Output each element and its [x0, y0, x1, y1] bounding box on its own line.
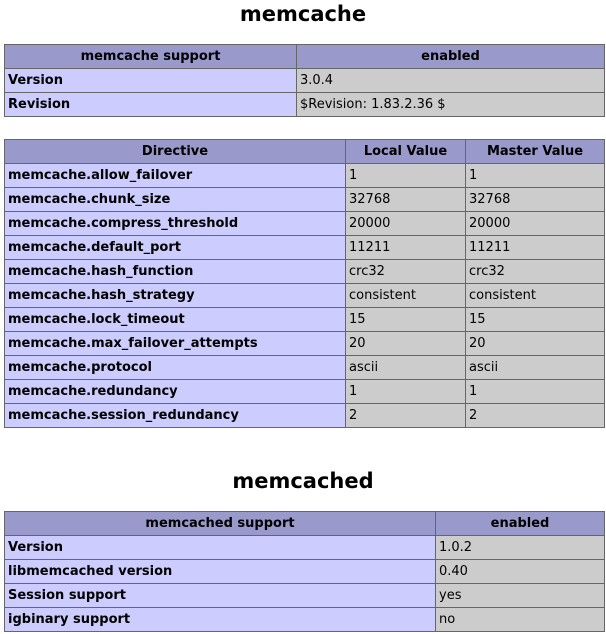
memcache-support-table	[4, 44, 605, 117]
table-row	[5, 536, 605, 560]
row-value: 1.0.2	[436, 536, 605, 560]
row-value: 32768	[466, 188, 605, 212]
row-key: Version	[5, 536, 436, 560]
section-title-memcache: memcache	[239, 2, 367, 26]
table-row	[5, 236, 605, 260]
table-row	[5, 560, 605, 584]
table-row	[5, 93, 605, 117]
row-value: crc32	[466, 260, 605, 284]
table-row	[5, 584, 605, 608]
table-header-row	[5, 140, 605, 164]
table-row	[5, 404, 605, 428]
table-row	[5, 284, 605, 308]
row-key: memcache.lock_timeout	[5, 308, 346, 332]
row-value: crc32	[346, 260, 466, 284]
row-key: memcache.session_redundancy	[5, 404, 346, 428]
row-value: 0.40	[436, 560, 605, 584]
row-key: memcache.allow_failover	[5, 164, 346, 188]
row-key: memcache.max_failover_attempts	[5, 332, 346, 356]
row-key: memcache.default_port	[5, 236, 346, 260]
column-header: memcached support	[5, 512, 436, 536]
row-key: libmemcached version	[5, 560, 436, 584]
row-value: 15	[346, 308, 466, 332]
row-value: 1	[466, 380, 605, 404]
table-row	[5, 164, 605, 188]
row-key: Session support	[5, 584, 436, 608]
column-header: memcache support	[5, 45, 297, 69]
row-value: 20	[466, 332, 605, 356]
row-value: 11211	[346, 236, 466, 260]
row-value: yes	[436, 584, 605, 608]
row-key: Version	[5, 69, 297, 93]
memcached-support-table	[4, 511, 605, 632]
row-value: ascii	[346, 356, 466, 380]
row-value: 20000	[346, 212, 466, 236]
row-value: $Revision: 1.83.2.36 $	[297, 93, 605, 117]
row-value: 2	[346, 404, 466, 428]
row-value: 1	[466, 164, 605, 188]
column-header: enabled	[297, 45, 605, 69]
row-key: igbinary support	[5, 608, 436, 632]
table-row	[5, 356, 605, 380]
row-value: consistent	[346, 284, 466, 308]
memcache-directives-table	[4, 139, 605, 428]
table-row	[5, 260, 605, 284]
row-key: memcache.hash_strategy	[5, 284, 346, 308]
column-header: enabled	[436, 512, 605, 536]
table-row	[5, 380, 605, 404]
row-value: 20000	[466, 212, 605, 236]
section-title-memcached: memcached	[232, 469, 374, 493]
row-key: memcache.hash_function	[5, 260, 346, 284]
row-value: 1	[346, 380, 466, 404]
row-key: Revision	[5, 93, 297, 117]
row-key: memcache.chunk_size	[5, 188, 346, 212]
row-value: 2	[466, 404, 605, 428]
table-row	[5, 608, 605, 632]
table-row	[5, 212, 605, 236]
row-key: memcache.compress_threshold	[5, 212, 346, 236]
row-key: memcache.protocol	[5, 356, 346, 380]
table-header-row	[5, 512, 605, 536]
table-row	[5, 69, 605, 93]
row-value: consistent	[466, 284, 605, 308]
row-value: 11211	[466, 236, 605, 260]
table-row	[5, 332, 605, 356]
row-value: 20	[346, 332, 466, 356]
row-value: ascii	[466, 356, 605, 380]
column-header: Directive	[5, 140, 346, 164]
row-key: memcache.redundancy	[5, 380, 346, 404]
table-row	[5, 188, 605, 212]
row-value: 3.0.4	[297, 69, 605, 93]
column-header: Local Value	[346, 140, 466, 164]
table-row	[5, 308, 605, 332]
row-value: 15	[466, 308, 605, 332]
column-header: Master Value	[466, 140, 605, 164]
row-value: 32768	[346, 188, 466, 212]
row-value: 1	[346, 164, 466, 188]
row-value: no	[436, 608, 605, 632]
table-header-row	[5, 45, 605, 69]
